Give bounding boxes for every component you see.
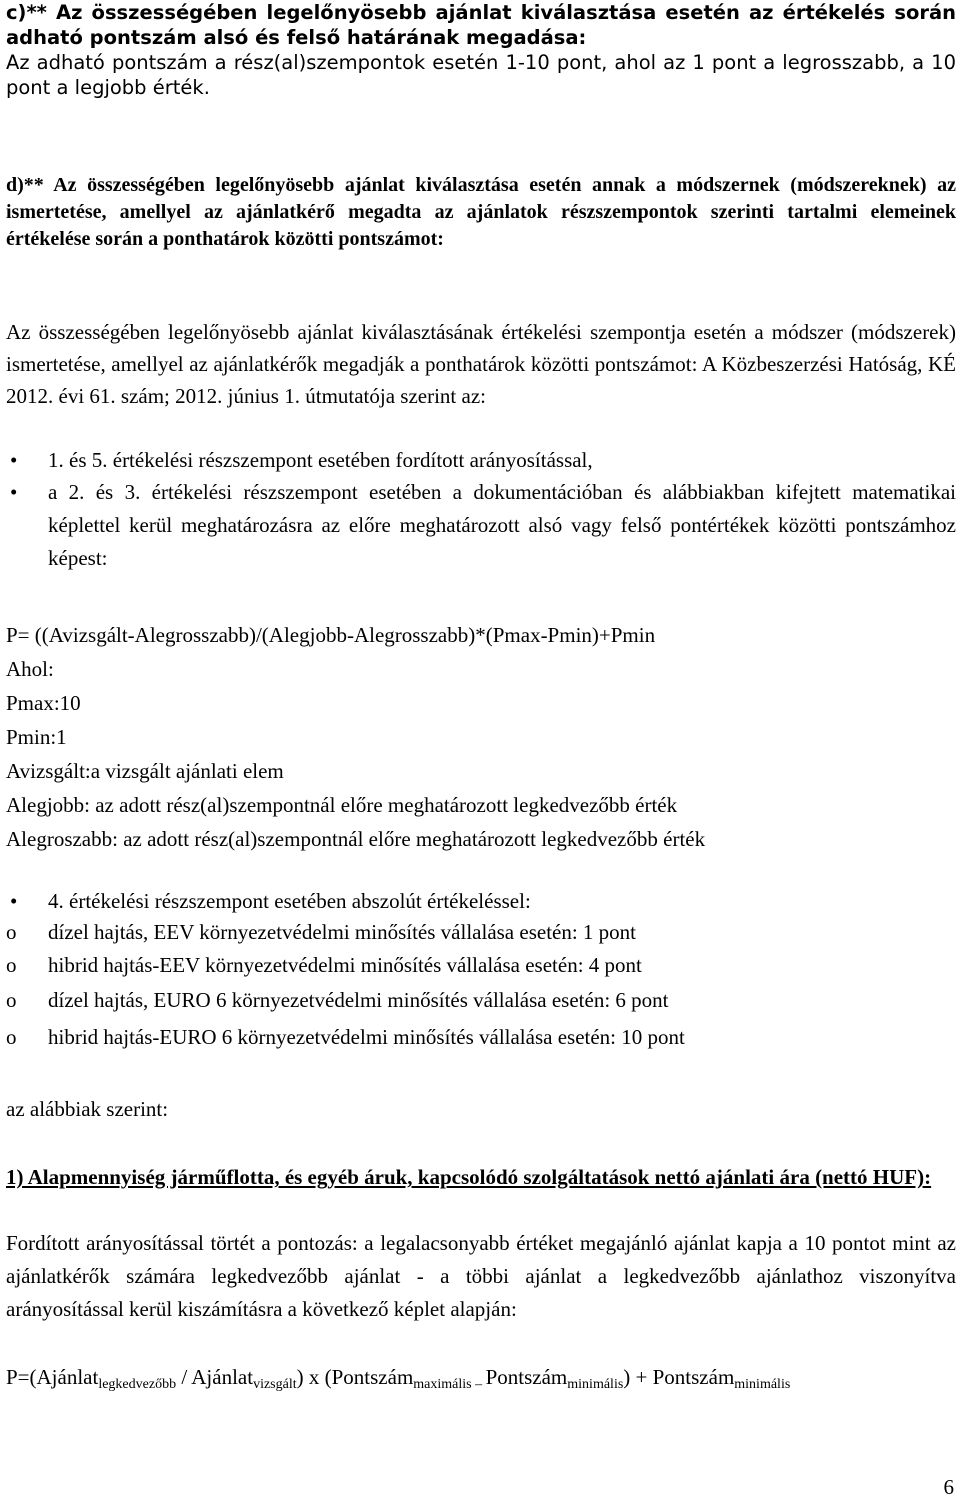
c-heading: c)** Az összességében legelőnyösebb ajánlat kiválasztása esetén az értékelés során adható pontszám alsó és felső határának megadása: bbox=[6, 1, 956, 49]
circle-bullet-icon: o bbox=[6, 1025, 17, 1049]
where-line: Alegroszabb: az adott rész(al)szempontnál előre meghatározott legkedvezőbb érték bbox=[6, 827, 706, 851]
formula-block bbox=[6, 618, 956, 856]
circle-bullet-icon: o bbox=[6, 988, 17, 1012]
where-line: Ahol: bbox=[6, 657, 54, 681]
list-item: • 1. és 5. értékelési részszempont esetében fordított arányosítással, bbox=[6, 444, 956, 476]
page-number: 6 bbox=[943, 1475, 954, 1499]
section1-heading: 1) Alapmennyiség járműflotta, és egyéb áruk, kapcsolódó szolgáltatások nettó ajánlati ára (nettó HUF): bbox=[6, 1165, 932, 1189]
circle-bullet-icon: o bbox=[6, 920, 17, 944]
absolute-scoring-block bbox=[6, 886, 956, 1056]
final-formula: P=(Ajánlat$_{legkedvezőbb}$ / Ajánlat$_{vizsgált}$) x (Pontszám$_{maximális -}$ Pontszám$_{minimális}$) + Pontszám$_{minimális}$ bbox=[6, 1365, 791, 1392]
list-item: o hibrid hajtás-EEV környezetvédelmi minősítés vállalása esetén: 4 pont bbox=[6, 949, 956, 982]
list-item: o hibrid hajtás-EURO 6 környezetvédelmi minősítés vállalása esetén: 10 pont bbox=[6, 1018, 956, 1056]
bullet-list bbox=[6, 444, 956, 575]
list-item: • 4. értékelési részszempont esetében abszolút értékeléssel: bbox=[6, 886, 956, 916]
d-heading: d)** Az összességében legelőnyösebb ajánlat kiválasztása esetén annak a módszernek (módszereknek) az ismertetése, amellyel az ajánlatkérő megadta az ajánlatok részszempontok szerinti tartalmi elemeinek értékelése során a ponthatárok közötti pontszámot: bbox=[6, 174, 956, 250]
where-line: Pmin:1 bbox=[6, 725, 67, 749]
az-alabbiak: az alábbiak szerint: bbox=[6, 1097, 169, 1121]
bullet-icon: • bbox=[10, 480, 18, 504]
bullet-icon: • bbox=[10, 889, 18, 913]
where-line: Avizsgált:a vizsgált ajánlati elem bbox=[6, 759, 284, 783]
circle-bullet-icon: o bbox=[6, 953, 17, 977]
section1-body: Fordított arányosítással törtét a pontozás: a legalacsonyabb értéket megajánló ajánlat kapja a 10 pontot mint az ajánlatkérők számára legkedvezőbb ajánlat - a többi ajánlat a legkedvezőbb ajánlathoz viszonyítva arányosítással kerül kiszámításra a következő képlet alapján: bbox=[6, 1231, 956, 1321]
where-line: Pmax:10 bbox=[6, 691, 81, 715]
formula: P= ((Avizsgált-Alegrosszabb)/(Alegjobb-Alegrosszabb)*(Pmax-Pmin)+Pmin bbox=[6, 623, 656, 647]
list-item: o dízel hajtás, EEV környezetvédelmi minősítés vállalása esetén: 1 pont bbox=[6, 916, 956, 949]
list-item: o dízel hajtás, EURO 6 környezetvédelmi minősítés vállalása esetén: 6 pont bbox=[6, 982, 956, 1018]
list-item: • a 2. és 3. értékelési részszempont esetében a dokumentációban és alábbiakban kifejtett matematikai képlettel kerül meghatározásra az előre meghatározott alsó vagy felső pontértékek közötti pontszámhoz képest: bbox=[6, 476, 956, 575]
where-line: Alegjobb: az adott rész(al)szempontnál előre meghatározott legkedvezőbb érték bbox=[6, 793, 678, 817]
c-body: Az adható pontszám a rész(al)szempontok esetén 1-10 pont, ahol az 1 pont a legrosszabb, a 10 pont a legjobb érték. bbox=[6, 51, 956, 99]
d-body: Az összességében legelőnyösebb ajánlat kiválasztásának értékelési szempontja esetén a módszer (módszerek) ismertetése, amellyel az ajánlatkérők megadják a ponthatárok közötti pontszámot: A Közbeszerzési Hatóság, KÉ 2012. évi 61. szám; 2012. június 1. útmutatója szerint az: bbox=[6, 320, 956, 408]
bullet-icon: • bbox=[10, 448, 18, 472]
